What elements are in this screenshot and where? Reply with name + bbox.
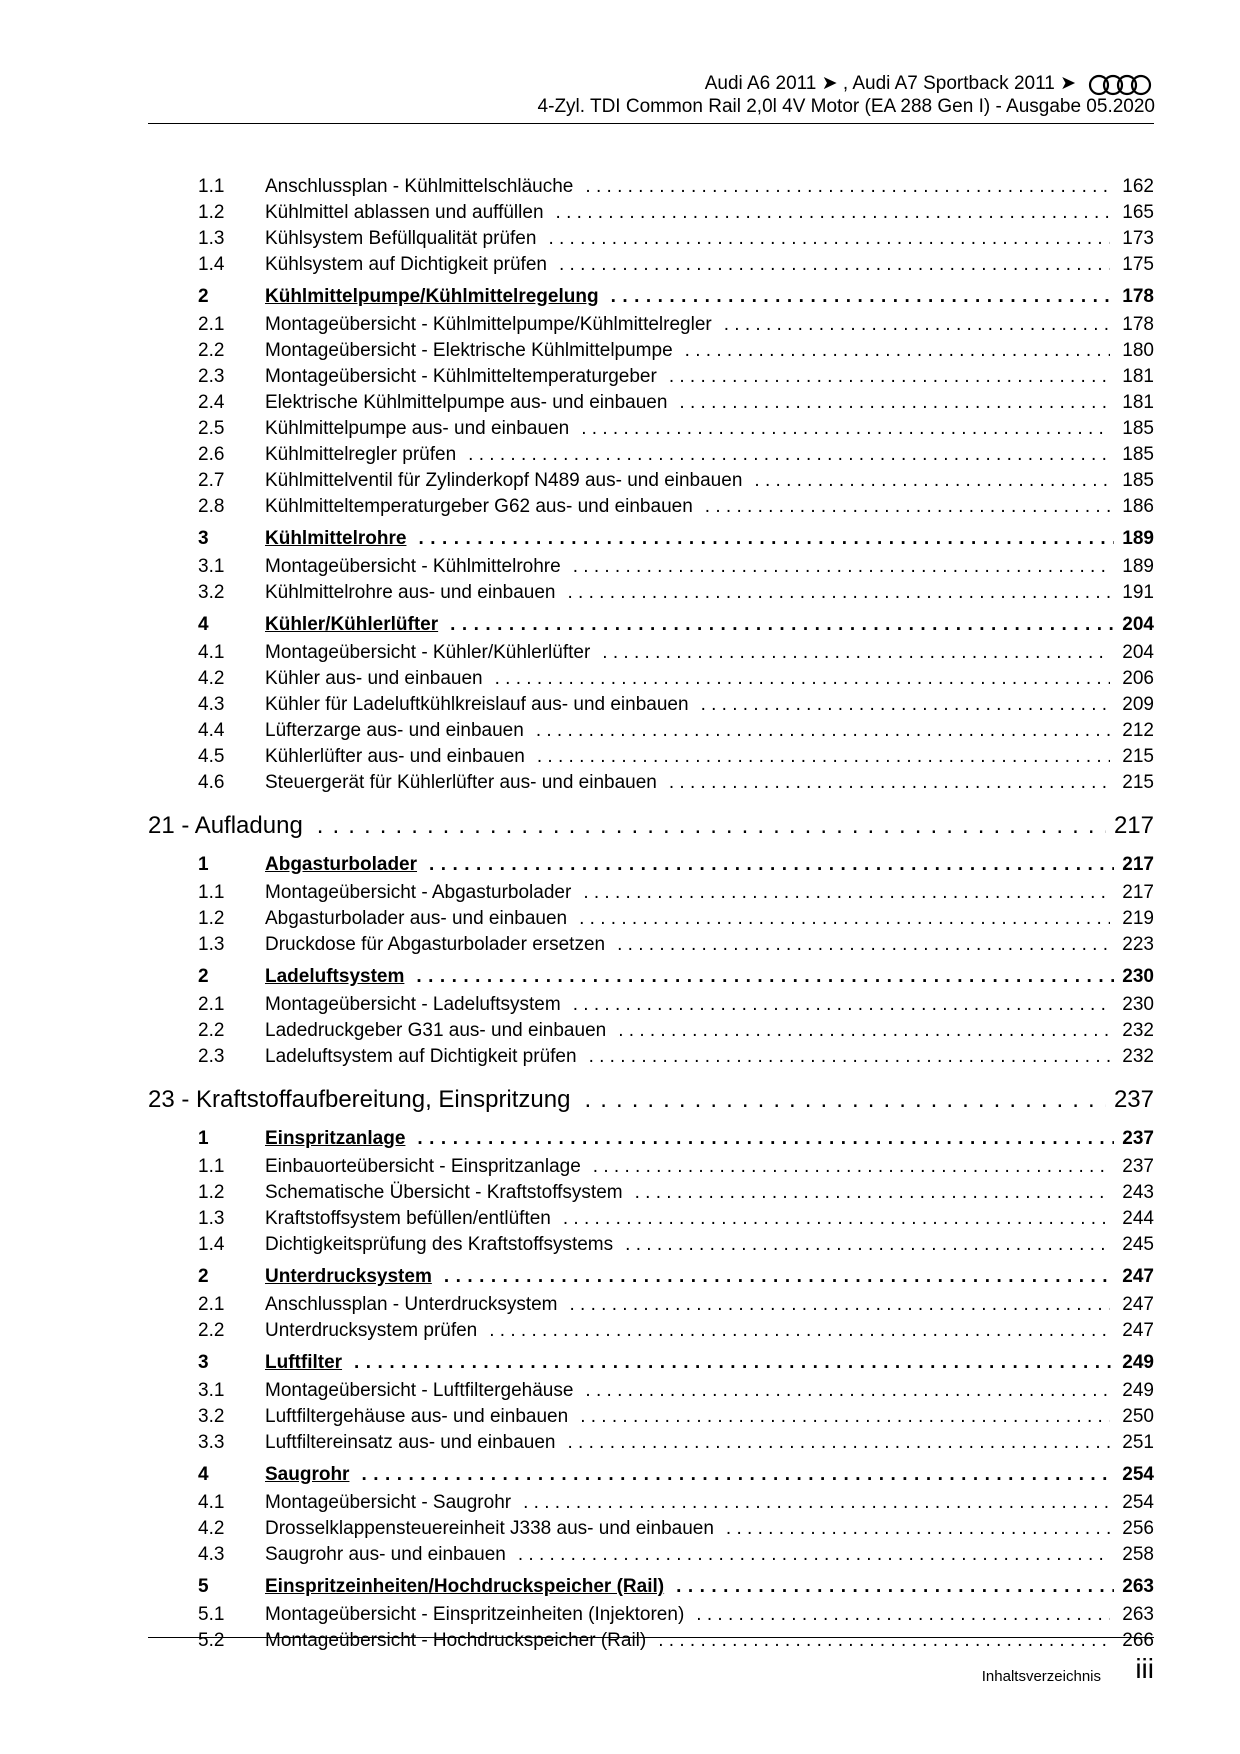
header-divider: [148, 123, 1154, 124]
toc-entry-number: 2: [198, 286, 209, 307]
toc-entry-number: 3.2: [198, 1406, 225, 1427]
dot-leader: [573, 992, 1110, 1018]
dot-leader: [548, 226, 1110, 252]
toc-entry-number: 2.1: [198, 1294, 225, 1315]
toc-entry-title: Ladeluftsystem auf Dichtigkeit prüfen: [265, 1046, 577, 1067]
dot-leader: [559, 252, 1110, 278]
toc-page-number: 256: [1122, 1518, 1154, 1539]
toc-page-number: 178: [1122, 286, 1154, 307]
toc-entry-title: Montageübersicht - Saugrohr: [265, 1492, 512, 1513]
toc-entry-number: 4: [198, 614, 209, 635]
toc-page-number: 165: [1122, 202, 1154, 223]
toc-entry-number: 2.5: [198, 418, 225, 439]
toc-page-number: 237: [1122, 1156, 1154, 1177]
toc-entry-row[interactable]: [148, 174, 1154, 200]
toc-entry-row[interactable]: [148, 1378, 1154, 1404]
toc-entry-number: 2.3: [198, 1046, 225, 1067]
toc-entry-title: Kühlmittelrohre aus- und einbauen: [265, 582, 556, 603]
dot-leader: [726, 1516, 1110, 1542]
toc-entry-number: 3.3: [198, 1432, 225, 1453]
toc-entry-row[interactable]: [148, 932, 1154, 958]
toc-entry-number: 4.2: [198, 1518, 225, 1539]
toc-entry-row[interactable]: [148, 1602, 1154, 1628]
dot-leader: [450, 610, 1114, 640]
toc-entry-title: Saugrohr aus- und einbauen: [265, 1544, 506, 1565]
toc-entry-title: Montageübersicht - Hochdruckspeicher (Rail): [265, 1630, 647, 1651]
toc-entry-number: 2.8: [198, 496, 225, 517]
dot-leader: [444, 1262, 1114, 1292]
toc-entry-number: 1.4: [198, 1234, 225, 1255]
dot-leader: [625, 1232, 1110, 1258]
dot-leader: [567, 580, 1110, 606]
dot-leader: [635, 1180, 1110, 1206]
toc-entry-number: 3.1: [198, 1380, 225, 1401]
dot-leader: [495, 666, 1110, 692]
toc-page-number: 206: [1122, 668, 1154, 689]
toc-section-row[interactable]: [148, 610, 1154, 640]
toc-entry-number: 5.2: [198, 1630, 225, 1651]
toc-entry-row[interactable]: [148, 364, 1154, 390]
toc-page-number: 162: [1122, 176, 1154, 197]
toc-page-number: 250: [1122, 1406, 1154, 1427]
toc-entry-row[interactable]: [148, 906, 1154, 932]
dot-leader: [416, 962, 1114, 992]
toc-entry-row[interactable]: [148, 1430, 1154, 1456]
dot-leader: [489, 1318, 1110, 1344]
toc-page-number: 189: [1122, 556, 1154, 577]
toc-entry-title: Luftfiltereinsatz aus- und einbauen: [265, 1432, 556, 1453]
toc-entry-title: 21 - Aufladung: [148, 812, 303, 839]
toc-entry-title: Kühlmittelregler prüfen: [265, 444, 457, 465]
toc-entry-number: 2.4: [198, 392, 225, 413]
toc-page-number: 181: [1122, 366, 1154, 387]
toc-entry-title: Anschlussplan - Unterdrucksystem: [265, 1294, 558, 1315]
toc-entry-row[interactable]: [148, 1206, 1154, 1232]
toc-entry-title: Montageübersicht - Kühlmittelpumpe/Kühlmittelregler: [265, 314, 712, 335]
toc-entry-number: 1.1: [198, 176, 225, 197]
toc-entry-number: 1.3: [198, 228, 225, 249]
toc-page-number: 263: [1122, 1604, 1154, 1625]
toc-section-row[interactable]: [148, 962, 1154, 992]
toc-page-number: 249: [1122, 1352, 1154, 1373]
toc-entry-title: Montageübersicht - Luftfiltergehäuse: [265, 1380, 574, 1401]
dot-leader: [518, 1542, 1110, 1568]
dot-leader: [618, 1018, 1110, 1044]
dot-leader: [611, 282, 1115, 312]
toc-page-number: 178: [1122, 314, 1154, 335]
toc-entry-row[interactable]: [148, 666, 1154, 692]
dot-leader: [589, 1044, 1110, 1070]
toc-entry-number: 4.5: [198, 746, 225, 767]
dot-leader: [658, 1628, 1110, 1654]
toc-entry-title: Kühlmittelventil für Zylinderkopf N489 aus- und einbauen: [265, 470, 743, 491]
toc-entry-number: 2.7: [198, 470, 225, 491]
toc-entry-number: 1.2: [198, 202, 225, 223]
dot-leader: [573, 554, 1110, 580]
toc-page-number: 180: [1122, 340, 1154, 361]
toc-page-number: 204: [1122, 642, 1154, 663]
toc-entry-row[interactable]: [148, 1490, 1154, 1516]
toc-entry-number: 5.1: [198, 1604, 225, 1625]
toc-page-number: 173: [1122, 228, 1154, 249]
toc-page-number: 212: [1122, 720, 1154, 741]
dot-leader: [754, 468, 1110, 494]
dot-leader: [584, 1080, 1105, 1120]
toc-entry-title: Schematische Übersicht - Kraftstoffsystem: [265, 1182, 623, 1203]
toc-entry-row[interactable]: [148, 1628, 1154, 1654]
toc-page-number: 191: [1122, 582, 1154, 603]
toc-entry-title: Montageübersicht - Abgasturbolader: [265, 882, 572, 903]
toc-entry-title: Montageübersicht - Kühler/Kühlerlüfter: [265, 642, 591, 663]
dot-leader: [669, 770, 1110, 796]
toc-entry-row[interactable]: [148, 718, 1154, 744]
toc-page-number: 185: [1122, 444, 1154, 465]
header-vehicle-line: Audi A6 2011 ➤ , Audi A7 Sportback 2011 ➤: [704, 73, 1076, 94]
toc-page-number: 175: [1122, 254, 1154, 275]
toc-entry-number: 1.2: [198, 1182, 225, 1203]
toc-section-row[interactable]: [148, 524, 1154, 554]
toc-entry-row[interactable]: [148, 442, 1154, 468]
toc-entry-number: 1.1: [198, 1156, 225, 1177]
dot-leader: [536, 718, 1110, 744]
toc-entry-row[interactable]: [148, 338, 1154, 364]
toc-page-number: 223: [1122, 934, 1154, 955]
toc-entry-title: Einspritzeinheiten/Hochdruckspeicher (Rail): [265, 1576, 665, 1597]
toc-entry-title: Montageübersicht - Einspritzeinheiten (Injektoren): [265, 1604, 685, 1625]
dot-leader: [354, 1348, 1114, 1378]
dot-leader: [676, 1572, 1114, 1602]
dot-leader: [570, 1292, 1111, 1318]
toc-entry-row[interactable]: [148, 1018, 1154, 1044]
toc-entry-title: Kühler für Ladeluftkühlkreislauf aus- und einbauen: [265, 694, 689, 715]
toc-entry-number: 4: [198, 1464, 209, 1485]
toc-entry-row[interactable]: [148, 1180, 1154, 1206]
toc-entry-row[interactable]: [148, 880, 1154, 906]
toc-entry-title: Luftfiltergehäuse aus- und einbauen: [265, 1406, 569, 1427]
toc-entry-title: Kühler aus- und einbauen: [265, 668, 483, 689]
dot-leader: [581, 416, 1110, 442]
toc-page-number: 243: [1122, 1182, 1154, 1203]
toc-entry-title: Unterdrucksystem prüfen: [265, 1320, 478, 1341]
toc-entry-title: Ladeluftsystem: [265, 966, 405, 987]
toc-page-number: 244: [1122, 1208, 1154, 1229]
toc-entry-row[interactable]: [148, 744, 1154, 770]
toc-entry-row[interactable]: [148, 252, 1154, 278]
dot-leader: [556, 200, 1110, 226]
toc-entry-row[interactable]: [148, 580, 1154, 606]
toc-entry-number: 1.2: [198, 908, 225, 929]
toc-entry-number: 2.2: [198, 1020, 225, 1041]
toc-page-number: 237: [1122, 1128, 1154, 1149]
toc-page-number: 230: [1122, 994, 1154, 1015]
toc-entry-row[interactable]: [148, 1232, 1154, 1258]
dot-leader: [585, 174, 1110, 200]
toc-page-number: 219: [1122, 908, 1154, 929]
toc-entry-number: 2.1: [198, 314, 225, 335]
dot-leader: [523, 1490, 1110, 1516]
toc-page-number: 185: [1122, 418, 1154, 439]
toc-page-number: 251: [1122, 1432, 1154, 1453]
toc-entry-title: Kühlmittelrohre: [265, 528, 407, 549]
dot-leader: [583, 880, 1110, 906]
toc-entry-row[interactable]: [148, 1404, 1154, 1430]
toc-entry-title: Lüfterzarge aus- und einbauen: [265, 720, 524, 741]
toc-entry-title: Steuergerät für Kühlerlüfter aus- und einbauen: [265, 772, 657, 793]
header-engine-line: 4-Zyl. TDI Common Rail 2,0l 4V Motor (EA 288 Gen I) - Ausgabe 05.2020: [537, 96, 1155, 117]
toc-page-number: 215: [1122, 746, 1154, 767]
toc-section-row[interactable]: [148, 282, 1154, 312]
toc-entry-number: 4.3: [198, 694, 225, 715]
toc-entry-row[interactable]: [148, 200, 1154, 226]
toc-entry-number: 3: [198, 528, 209, 549]
audi-rings-icon: [1088, 74, 1152, 96]
toc-entry-title: Ladedruckgeber G31 aus- und einbauen: [265, 1020, 607, 1041]
toc-entry-row[interactable]: [148, 640, 1154, 666]
toc-page-number: 254: [1122, 1492, 1154, 1513]
toc-page-number: 249: [1122, 1380, 1154, 1401]
toc-page-number: 254: [1122, 1464, 1154, 1485]
table-of-contents: [148, 174, 1154, 1654]
toc-entry-number: 3: [198, 1352, 209, 1373]
toc-entry-title: 23 - Kraftstoffaufbereitung, Einspritzung: [148, 1086, 571, 1113]
toc-entry-row[interactable]: [148, 770, 1154, 796]
toc-entry-number: 1.1: [198, 882, 225, 903]
toc-entry-row[interactable]: [148, 554, 1154, 580]
toc-entry-number: 2: [198, 966, 209, 987]
toc-entry-title: Montageübersicht - Elektrische Kühlmittelpumpe: [265, 340, 673, 361]
toc-entry-row[interactable]: [148, 1318, 1154, 1344]
toc-entry-row[interactable]: [148, 390, 1154, 416]
toc-page-number: 186: [1122, 496, 1154, 517]
toc-entry-title: Anschlussplan - Kühlmittelschläuche: [265, 176, 574, 197]
toc-entry-row[interactable]: [148, 1044, 1154, 1070]
dot-leader: [580, 1404, 1110, 1430]
toc-entry-number: 2: [198, 1266, 209, 1287]
toc-entry-title: Kühlmittelpumpe/Kühlmittelregelung: [265, 286, 599, 307]
toc-section-row[interactable]: [148, 1124, 1154, 1154]
toc-entry-title: Montageübersicht - Kühlmitteltemperaturgeber: [265, 366, 657, 387]
toc-entry-row[interactable]: [148, 494, 1154, 520]
dot-leader: [567, 1430, 1110, 1456]
toc-entry-title: Druckdose für Abgasturbolader ersetzen: [265, 934, 606, 955]
toc-entry-title: Drosselklappensteuereinheit J338 aus- und einbauen: [265, 1518, 714, 1539]
toc-entry-title: Dichtigkeitsprüfung des Kraftstoffsystems: [265, 1234, 614, 1255]
dot-leader: [696, 1602, 1110, 1628]
toc-entry-number: 2.3: [198, 366, 225, 387]
dot-leader: [579, 906, 1110, 932]
toc-entry-row[interactable]: [148, 1292, 1154, 1318]
dot-leader: [617, 932, 1110, 958]
toc-entry-row[interactable]: [148, 226, 1154, 252]
toc-page-number: 237: [1113, 1086, 1154, 1113]
toc-entry-number: 4.1: [198, 1492, 225, 1513]
toc-page-number: 209: [1122, 694, 1154, 715]
toc-entry-number: 1.4: [198, 254, 225, 275]
toc-entry-title: Luftfilter: [265, 1352, 343, 1373]
toc-entry-number: 2.6: [198, 444, 225, 465]
dot-leader: [602, 640, 1110, 666]
toc-entry-row[interactable]: [148, 692, 1154, 718]
toc-section-row[interactable]: [148, 1460, 1154, 1490]
toc-page-number: 181: [1122, 392, 1154, 413]
dot-leader: [361, 1460, 1114, 1490]
toc-entry-row[interactable]: [148, 992, 1154, 1018]
dot-leader: [429, 850, 1114, 880]
toc-page-number: 217: [1122, 854, 1154, 875]
toc-entry-title: Unterdrucksystem: [265, 1266, 432, 1287]
toc-page-number: 258: [1122, 1544, 1154, 1565]
toc-entry-number: 1: [198, 854, 209, 875]
toc-entry-number: 4.3: [198, 1544, 225, 1565]
toc-entry-number: 3.2: [198, 582, 225, 603]
toc-entry-title: Montageübersicht - Ladeluftsystem: [265, 994, 561, 1015]
dot-leader: [701, 692, 1110, 718]
dot-leader: [563, 1206, 1110, 1232]
toc-entry-number: 4.6: [198, 772, 225, 793]
toc-entry-number: 5: [198, 1576, 209, 1597]
toc-page-number: 232: [1122, 1046, 1154, 1067]
toc-entry-title: Kühlsystem Befüllqualität prüfen: [265, 228, 537, 249]
dot-leader: [585, 1378, 1110, 1404]
toc-entry-number: 3.1: [198, 556, 225, 577]
toc-entry-title: Abgasturbolader: [265, 854, 418, 875]
toc-entry-number: 4.1: [198, 642, 225, 663]
toc-entry-title: Einspritzanlage: [265, 1128, 406, 1149]
toc-entry-row[interactable]: [148, 1516, 1154, 1542]
toc-page-number: 204: [1122, 614, 1154, 635]
toc-entry-title: Montageübersicht - Kühlmittelrohre: [265, 556, 561, 577]
dot-leader: [679, 390, 1110, 416]
toc-entry-title: Kühler/Kühlerlüfter: [265, 614, 439, 635]
toc-entry-title: Kühlmittel ablassen und auffüllen: [265, 202, 544, 223]
dot-leader: [317, 806, 1106, 846]
toc-section-row[interactable]: [148, 1572, 1154, 1602]
toc-entry-title: Kühlerlüfter aus- und einbauen: [265, 746, 525, 767]
footer-divider: [148, 1637, 1154, 1638]
toc-entry-title: Kraftstoffsystem befüllen/entlüften: [265, 1208, 551, 1229]
page-header: [538, 72, 1155, 118]
dot-leader: [724, 312, 1110, 338]
toc-entry-number: 4.4: [198, 720, 225, 741]
toc-page-number: 247: [1122, 1294, 1154, 1315]
dot-leader: [537, 744, 1110, 770]
dot-leader: [417, 1124, 1114, 1154]
dot-leader: [593, 1154, 1110, 1180]
toc-page-number: 263: [1122, 1576, 1154, 1597]
toc-entry-number: 1: [198, 1128, 209, 1149]
toc-entry-title: Kühlsystem auf Dichtigkeit prüfen: [265, 254, 547, 275]
toc-page-number: 232: [1122, 1020, 1154, 1041]
toc-entry-number: 4.2: [198, 668, 225, 689]
dot-leader: [705, 494, 1110, 520]
toc-entry-number: 2.2: [198, 1320, 225, 1341]
dot-leader: [669, 364, 1110, 390]
toc-page-number: 247: [1122, 1266, 1154, 1287]
toc-page-number: 245: [1122, 1234, 1154, 1255]
toc-entry-number: 1.3: [198, 934, 225, 955]
dot-leader: [418, 524, 1114, 554]
toc-entry-row[interactable]: [148, 1154, 1154, 1180]
toc-entry-title: Einbauorteübersicht - Einspritzanlage: [265, 1156, 581, 1177]
toc-entry-number: 1.3: [198, 1208, 225, 1229]
toc-section-row[interactable]: [148, 850, 1154, 880]
toc-page-number: 189: [1122, 528, 1154, 549]
dot-leader: [685, 338, 1110, 364]
toc-entry-title: Saugrohr: [265, 1464, 350, 1485]
toc-section-row[interactable]: [148, 1262, 1154, 1292]
toc-entry-row[interactable]: [148, 468, 1154, 494]
toc-page-number: 215: [1122, 772, 1154, 793]
toc-page-number: 247: [1122, 1320, 1154, 1341]
dot-leader: [468, 442, 1110, 468]
toc-page-number: 230: [1122, 966, 1154, 987]
toc-entry-number: 2.2: [198, 340, 225, 361]
toc-entry-title: Kühlmitteltemperaturgeber G62 aus- und einbauen: [265, 496, 693, 517]
toc-page-number: 185: [1122, 470, 1154, 491]
toc-entry-title: Abgasturbolader aus- und einbauen: [265, 908, 568, 929]
toc-entry-number: 2.1: [198, 994, 225, 1015]
toc-entry-title: Kühlmittelpumpe aus- und einbauen: [265, 418, 570, 439]
toc-entry-title: Elektrische Kühlmittelpumpe aus- und einbauen: [265, 392, 668, 413]
toc-chapter-row[interactable]: [148, 806, 1154, 846]
toc-page-number: 217: [1113, 812, 1154, 839]
toc-page-number: 266: [1122, 1630, 1154, 1651]
footer-label: Inhaltsverzeichnis: [981, 1668, 1101, 1685]
toc-page-number: 217: [1122, 882, 1154, 903]
toc-entry-row[interactable]: [148, 416, 1154, 442]
toc-chapter-row[interactable]: [148, 1080, 1154, 1120]
toc-entry-row[interactable]: [148, 1542, 1154, 1568]
footer-page-number: iii: [1135, 1653, 1154, 1684]
toc-entry-row[interactable]: [148, 312, 1154, 338]
toc-section-row[interactable]: [148, 1348, 1154, 1378]
